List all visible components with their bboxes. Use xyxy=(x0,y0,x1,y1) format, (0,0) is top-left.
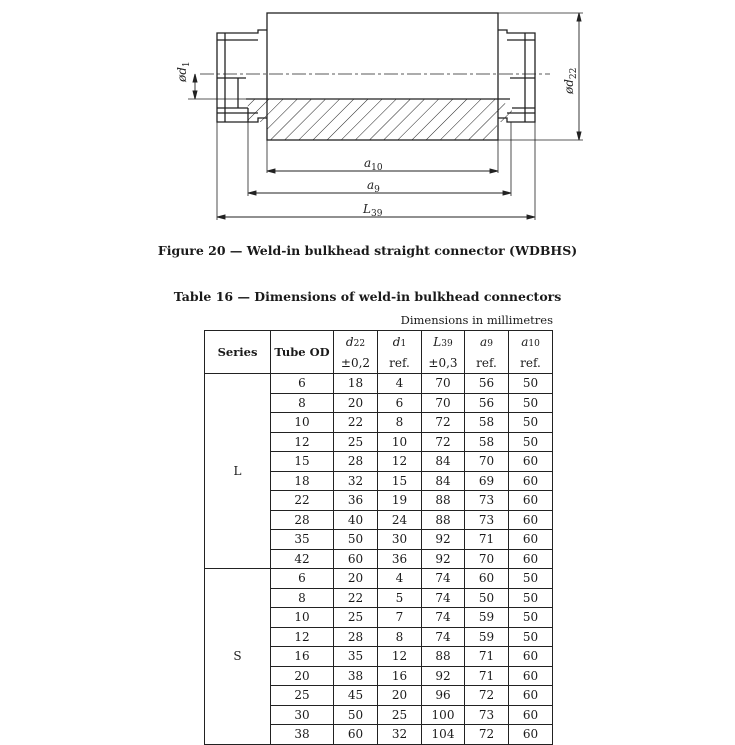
table-cell: 60 xyxy=(509,510,553,530)
table-cell: 4 xyxy=(378,374,422,394)
table-cell: 22 xyxy=(334,413,378,433)
table-cell: 50 xyxy=(509,608,553,628)
table-cell: 60 xyxy=(509,666,553,686)
table-cell: 12 xyxy=(378,647,422,667)
table-cell: 8 xyxy=(271,588,334,608)
table-cell: 74 xyxy=(422,627,465,647)
table-cell: 50 xyxy=(334,705,378,725)
table-cell: 104 xyxy=(422,725,465,745)
table-cell: 100 xyxy=(422,705,465,725)
table-cell: 59 xyxy=(465,608,509,628)
table-cell: 50 xyxy=(334,530,378,550)
table-cell: 84 xyxy=(422,452,465,472)
table-cell: 36 xyxy=(378,549,422,569)
table-cell: 92 xyxy=(422,549,465,569)
header-series: Series xyxy=(205,331,271,374)
table-cell: 60 xyxy=(465,569,509,589)
header-l39: L39 xyxy=(422,331,465,353)
table-cell: 20 xyxy=(378,686,422,706)
table-cell: 50 xyxy=(509,413,553,433)
table-cell: 4 xyxy=(378,569,422,589)
table-cell: 50 xyxy=(509,569,553,589)
table-cell: 8 xyxy=(378,413,422,433)
table-cell: 60 xyxy=(509,471,553,491)
table-cell: 15 xyxy=(271,452,334,472)
table-cell: 71 xyxy=(465,647,509,667)
table-cell: 15 xyxy=(378,471,422,491)
dim-a10-label: $a_{10}$ xyxy=(364,156,383,173)
table-cell: 73 xyxy=(465,510,509,530)
units-note: Dimensions in millimetres xyxy=(400,313,553,327)
section-hatch xyxy=(217,88,512,140)
dimensions-table xyxy=(204,330,553,745)
table-cell: 96 xyxy=(422,686,465,706)
dim-a9-label: $a_9$ xyxy=(367,178,380,195)
table-cell: 56 xyxy=(465,393,509,413)
table-cell: 92 xyxy=(422,530,465,550)
table-row xyxy=(205,374,553,394)
table-cell: 60 xyxy=(509,491,553,511)
table-cell: 18 xyxy=(334,374,378,394)
table-cell: 20 xyxy=(334,393,378,413)
table-cell: 70 xyxy=(422,374,465,394)
table-cell: 58 xyxy=(465,432,509,452)
table-cell: 70 xyxy=(465,549,509,569)
dim-d1-label: $ød_1$ xyxy=(175,61,192,82)
table-cell: 32 xyxy=(378,725,422,745)
table-cell: 20 xyxy=(271,666,334,686)
table-cell: 16 xyxy=(378,666,422,686)
table-cell: 8 xyxy=(378,627,422,647)
table-cell: 28 xyxy=(334,452,378,472)
table-cell: 74 xyxy=(422,608,465,628)
table-cell: 25 xyxy=(334,432,378,452)
table-cell: 25 xyxy=(271,686,334,706)
series-cell: S xyxy=(205,569,271,745)
table-cell: 50 xyxy=(509,432,553,452)
table-row xyxy=(205,569,553,589)
table-cell: 50 xyxy=(509,627,553,647)
table-cell: 60 xyxy=(509,452,553,472)
table-cell: 38 xyxy=(271,725,334,745)
header-a10-tol: ref. xyxy=(509,352,553,374)
table-cell: 30 xyxy=(378,530,422,550)
table-cell: 56 xyxy=(465,374,509,394)
table-cell: 60 xyxy=(509,647,553,667)
table-cell: 60 xyxy=(509,530,553,550)
table-cell: 42 xyxy=(271,549,334,569)
header-a9: a9 xyxy=(465,331,509,353)
table-cell: 60 xyxy=(334,725,378,745)
table-cell: 28 xyxy=(334,627,378,647)
table-cell: 20 xyxy=(334,569,378,589)
table-cell: 60 xyxy=(334,549,378,569)
table-cell: 50 xyxy=(465,588,509,608)
table-cell: 72 xyxy=(422,432,465,452)
table-cell: 22 xyxy=(271,491,334,511)
table-caption: Table 16 — Dimensions of weld-in bulkhead connectors xyxy=(173,289,562,304)
header-a10: a10 xyxy=(509,331,553,353)
table-cell: 73 xyxy=(465,705,509,725)
table-cell: 74 xyxy=(422,569,465,589)
table-cell: 16 xyxy=(271,647,334,667)
table-cell: 50 xyxy=(509,393,553,413)
table-cell: 60 xyxy=(509,686,553,706)
table-cell: 36 xyxy=(334,491,378,511)
table-cell: 25 xyxy=(334,608,378,628)
table-cell: 24 xyxy=(378,510,422,530)
header-a9-tol: ref. xyxy=(465,352,509,374)
table-cell: 38 xyxy=(334,666,378,686)
table-cell: 12 xyxy=(378,452,422,472)
table-cell: 5 xyxy=(378,588,422,608)
table-cell: 50 xyxy=(509,374,553,394)
table-cell: 84 xyxy=(422,471,465,491)
table-cell: 58 xyxy=(465,413,509,433)
table-cell: 40 xyxy=(334,510,378,530)
table-cell: 88 xyxy=(422,647,465,667)
table-cell: 19 xyxy=(378,491,422,511)
table-cell: 35 xyxy=(271,530,334,550)
table-cell: 60 xyxy=(509,549,553,569)
table-cell: 70 xyxy=(422,393,465,413)
dim-l39-label: $L_{39}$ xyxy=(363,202,383,219)
table-cell: 10 xyxy=(271,608,334,628)
table-cell: 88 xyxy=(422,510,465,530)
table-cell: 59 xyxy=(465,627,509,647)
header-tube-od: Tube OD xyxy=(271,331,334,374)
series-cell: L xyxy=(205,374,271,569)
table-cell: 50 xyxy=(509,588,553,608)
table-cell: 45 xyxy=(334,686,378,706)
table-cell: 74 xyxy=(422,588,465,608)
table-cell: 60 xyxy=(509,725,553,745)
table-cell: 60 xyxy=(509,705,553,725)
header-d22-tol: ±0,2 xyxy=(334,352,378,374)
header-d1-tol: ref. xyxy=(378,352,422,374)
table-cell: 8 xyxy=(271,393,334,413)
figure-caption: Figure 20 — Weld-in bulkhead straight connector (WDBHS) xyxy=(157,243,578,258)
table-cell: 70 xyxy=(465,452,509,472)
table-cell: 18 xyxy=(271,471,334,491)
header-l39-tol: ±0,3 xyxy=(422,352,465,374)
table-cell: 71 xyxy=(465,666,509,686)
table-cell: 25 xyxy=(378,705,422,725)
table-cell: 92 xyxy=(422,666,465,686)
table-cell: 12 xyxy=(271,432,334,452)
table-cell: 6 xyxy=(271,569,334,589)
header-d1: d1 xyxy=(378,331,422,353)
table-cell: 35 xyxy=(334,647,378,667)
table-cell: 10 xyxy=(378,432,422,452)
table-cell: 32 xyxy=(334,471,378,491)
table-cell: 6 xyxy=(271,374,334,394)
table-cell: 72 xyxy=(465,725,509,745)
table-cell: 12 xyxy=(271,627,334,647)
dim-d22-label: $ød_{22}$ xyxy=(562,67,579,94)
table-cell: 10 xyxy=(271,413,334,433)
table-cell: 88 xyxy=(422,491,465,511)
header-d22: d22 xyxy=(334,331,378,353)
table-cell: 72 xyxy=(465,686,509,706)
table-cell: 22 xyxy=(334,588,378,608)
connector-drawing xyxy=(0,0,735,240)
table-cell: 69 xyxy=(465,471,509,491)
table-cell: 7 xyxy=(378,608,422,628)
table-cell: 28 xyxy=(271,510,334,530)
table-cell: 30 xyxy=(271,705,334,725)
table-cell: 73 xyxy=(465,491,509,511)
table-cell: 72 xyxy=(422,413,465,433)
table-cell: 71 xyxy=(465,530,509,550)
table-cell: 6 xyxy=(378,393,422,413)
